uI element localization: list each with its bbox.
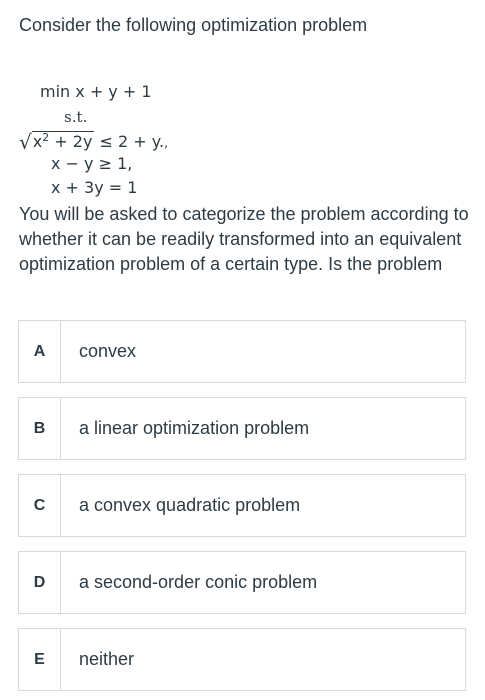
constraint-inequality: x − y ≥ 1, bbox=[51, 154, 133, 173]
option-a[interactable] bbox=[18, 320, 466, 383]
radical-sign-icon: √ bbox=[19, 130, 32, 154]
option-letter: C bbox=[19, 475, 61, 536]
subject-to-label: s.t. bbox=[64, 108, 88, 126]
question-heading: Consider the following optimization problem bbox=[19, 15, 368, 35]
option-label: a second-order conic problem bbox=[79, 572, 318, 592]
objective-function: min x + y + 1 bbox=[40, 82, 152, 101]
option-label: neither bbox=[79, 649, 135, 669]
question-block bbox=[19, 12, 469, 274]
question-body: You will be asked to categorize the problem according to whether it can be readily transformed into an equivalent optimization problem of a certain type. Is the problem bbox=[19, 204, 469, 274]
constraint-sqrt-rhs: ≤ 2 + y. bbox=[94, 132, 165, 151]
option-letter: A bbox=[19, 321, 61, 382]
square-root bbox=[19, 130, 94, 154]
option-c[interactable] bbox=[18, 474, 466, 537]
constraint-equality: x + 3y = 1 bbox=[51, 178, 138, 197]
radicand bbox=[32, 131, 95, 151]
option-label: a linear optimization problem bbox=[79, 418, 310, 438]
option-label: a convex quadratic problem bbox=[79, 495, 301, 515]
option-letter: E bbox=[19, 629, 61, 690]
radicand-x: x bbox=[32, 132, 43, 151]
radicand-rest: + 2y bbox=[49, 132, 93, 151]
option-b[interactable] bbox=[18, 397, 466, 460]
option-label: convex bbox=[79, 341, 137, 361]
constraint-sqrt bbox=[19, 130, 168, 154]
option-e[interactable] bbox=[18, 628, 466, 691]
constraint-sqrt-trailing: , bbox=[164, 136, 168, 150]
option-d[interactable] bbox=[18, 551, 466, 614]
option-letter: D bbox=[19, 552, 61, 613]
radicand-exponent: 2 bbox=[42, 131, 50, 144]
option-letter: B bbox=[19, 398, 61, 459]
